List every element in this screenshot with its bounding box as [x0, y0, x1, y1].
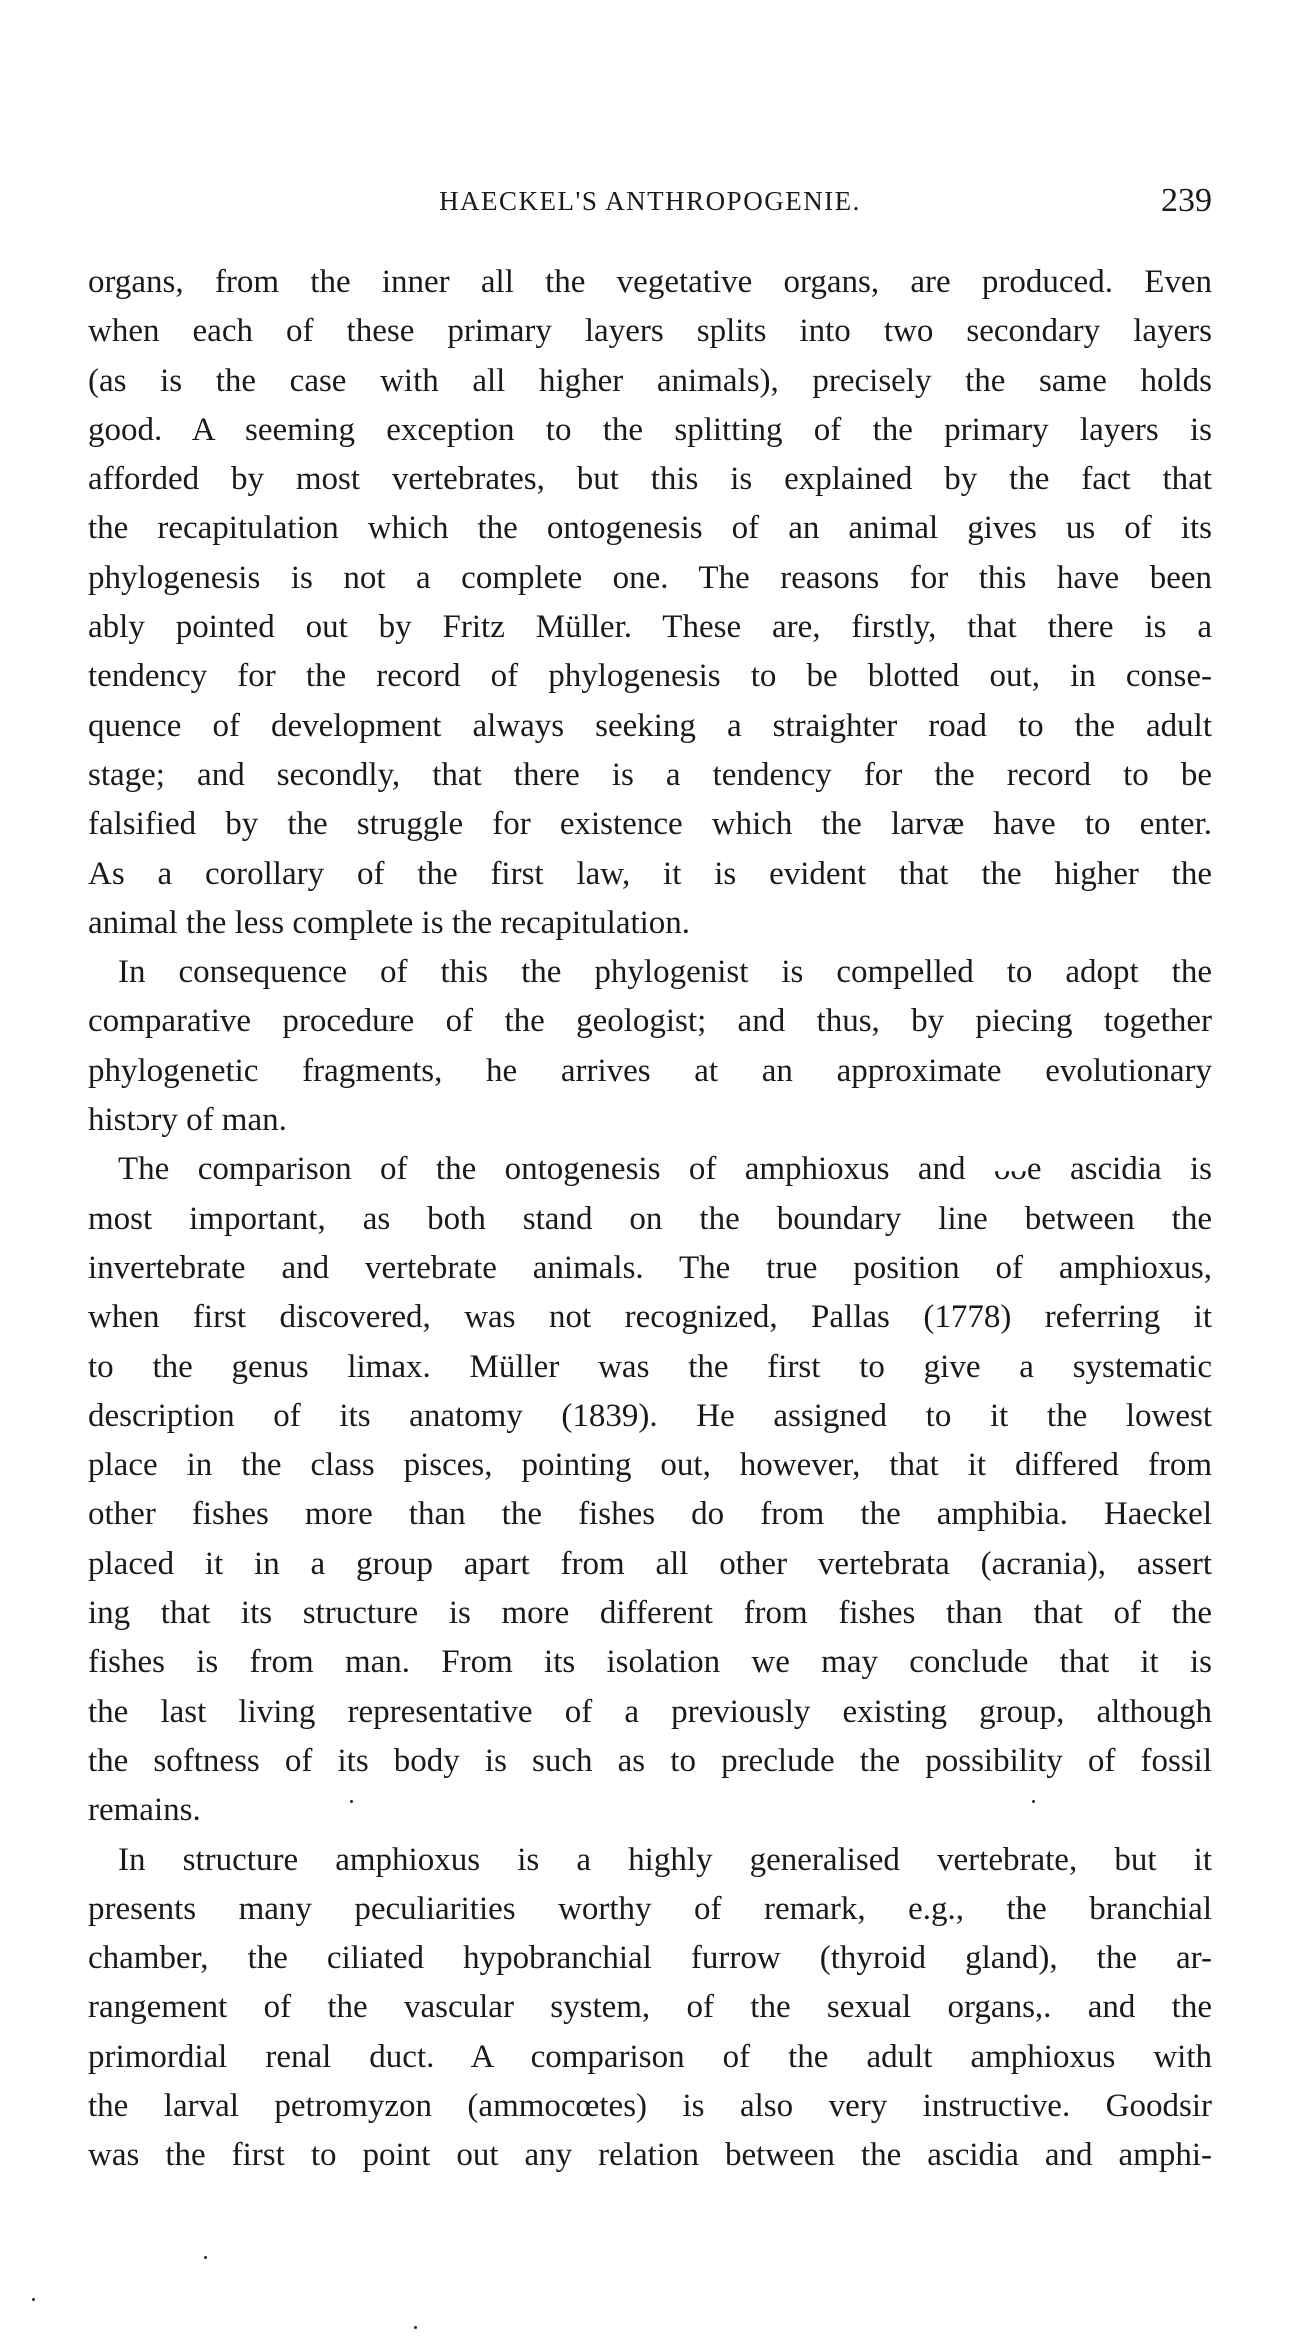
text-line: when first discovered, was not recognized, Pallas (1778) referring it — [88, 1299, 1212, 1336]
text-line: As a corollary of the first law, it is evident that the higher the — [88, 855, 1212, 892]
text-line: invertebrate and vertebrate animals. The true position of amphioxus, — [88, 1249, 1212, 1286]
text-line: when each of these primary layers splits into two secondary layers — [88, 313, 1212, 350]
text-line: The comparison of the ontogenesis of amphioxus and ᴗᴗe ascidia is — [118, 1151, 1212, 1188]
paragraph-1 — [88, 258, 1212, 948]
print-speck — [32, 2298, 35, 2301]
text-line: (as is the case with all higher animals), precisely the same holds — [88, 362, 1212, 399]
text-line: falsified by the struggle for existence which the larvæ have to enter. — [88, 806, 1212, 843]
text-line: quence of development always seeking a straighter road to the adult — [88, 707, 1212, 744]
text-line: the larval petromyzon (ammocœtes) is also very instructive. Goodsir — [88, 2087, 1212, 2124]
text-line: the last living representative of a previously existing group, although — [88, 1693, 1212, 1730]
text-line: other fishes more than the fishes do from the amphibia. Haeckel — [88, 1496, 1212, 1533]
text-line: description of its anatomy (1839). He assigned to it the lowest — [88, 1397, 1212, 1434]
text-line: phylogenetic fragments, he arrives at an approximate evolutionary — [88, 1052, 1212, 1089]
text-line: was the first to point out any relation between the ascidia and amphi- — [88, 2137, 1212, 2174]
text-line: In consequence of this the phylogenist is compelled to adopt the — [118, 954, 1212, 991]
text-line: chamber, the ciliated hypobranchial furrow (thyroid gland), the ar- — [88, 1940, 1212, 1977]
text-line: good. A seeming exception to the splitting of the primary layers is — [88, 411, 1212, 448]
text-line: the recapitulation which the ontogenesis of an animal gives us of its — [88, 510, 1212, 547]
text-line: afforded by most vertebrates, but this is explained by the fact that — [88, 461, 1212, 498]
text-line: tendency for the record of phylogenesis to be blotted out, in conse- — [88, 658, 1212, 695]
body-text — [88, 258, 1212, 2181]
text-line: rangement of the vascular system, of the sexual organs,. and the — [88, 1989, 1212, 2026]
text-line: to the genus limax. Müller was the first to give a systematic — [88, 1348, 1212, 1385]
text-line: remains. — [88, 1792, 201, 1829]
text-line: fishes is from man. From its isolation we may conclude that it is — [88, 1644, 1212, 1681]
text-line: In structure amphioxus is a highly generalised vertebrate, but it — [118, 1841, 1212, 1878]
page-number: 239 — [1161, 182, 1212, 219]
paragraph-3 — [88, 1145, 1212, 1835]
text-line: the softness of its body is such as to preclude the possibility of fossil — [88, 1742, 1212, 1779]
text-line: presents many peculiarities worthy of remark, e.g., the branchial — [88, 1890, 1212, 1927]
paragraph-2 — [88, 948, 1212, 1145]
text-line: primordial renal duct. A comparison of the adult amphioxus with — [88, 2038, 1212, 2075]
text-line: organs, from the inner all the vegetative organs, are produced. Even — [88, 264, 1212, 300]
text-line: ably pointed out by Fritz Müller. These are, firstly, that there is a — [88, 609, 1212, 646]
text-line: stage; and secondly, that there is a tendency for the record to be — [88, 756, 1212, 793]
print-speck — [350, 1800, 353, 1803]
text-line: comparative procedure of the geologist; and thus, by piecing together — [88, 1003, 1212, 1040]
running-title: HAECKEL'S ANTHROPOGENIE. — [439, 186, 861, 216]
running-header — [88, 176, 1212, 226]
text-line: phylogenesis is not a complete one. The reasons for this have been — [88, 559, 1212, 596]
text-line: ing that its structure is more different from fishes than that of the — [88, 1595, 1212, 1632]
text-line: place in the class pisces, pointing out, however, that it differed from — [88, 1447, 1212, 1484]
paragraph-4 — [88, 1836, 1212, 2181]
print-speck — [1032, 1800, 1035, 1803]
text-line: histɔry of man. — [88, 1102, 287, 1139]
print-speck — [414, 2326, 417, 2329]
text-line: most important, as both stand on the boundary line between the — [88, 1200, 1212, 1237]
text-line: animal the less complete is the recapitulation. — [88, 904, 691, 941]
print-speck — [204, 2256, 207, 2259]
text-line: placed it in a group apart from all other vertebrata (acrania), assert — [88, 1545, 1212, 1582]
